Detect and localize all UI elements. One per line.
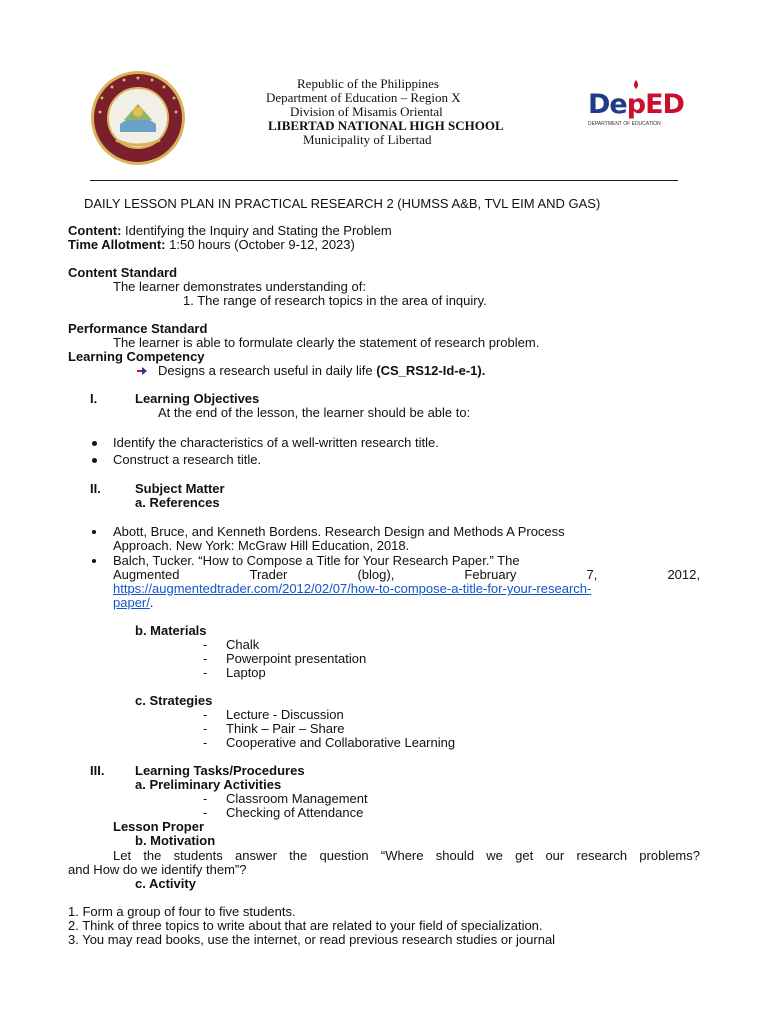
header-department: Department of Education – Region X: [266, 90, 461, 105]
word: get: [515, 848, 534, 863]
word: we: [486, 848, 503, 863]
torch-icon: [629, 80, 643, 96]
word: should: [435, 848, 475, 863]
strategy-item: Think – Pair – Share: [226, 721, 345, 736]
deped-logo-subtext: DEPARTMENT OF EDUCATION: [588, 121, 661, 127]
content-value: Identifying the Inquiry and Stating the Problem: [121, 223, 392, 238]
word: Trader: [249, 567, 288, 582]
motivation-heading: b. Motivation: [135, 833, 216, 848]
material-item: Powerpoint presentation: [226, 651, 367, 666]
material-item: Laptop: [226, 665, 266, 680]
arrow-bullet-icon: [136, 366, 148, 376]
word: the: [143, 848, 162, 863]
word: question: [319, 848, 369, 863]
content-standard-heading: Content Standard: [68, 265, 178, 280]
activity-step: 1. Form a group of four to five students.: [68, 904, 296, 919]
competency-description: Designs a research useful in daily life: [158, 363, 377, 378]
reference-period: .: [149, 595, 154, 610]
bullet-dot: [92, 559, 96, 563]
reference-1-line1: Abott, Bruce, and Kenneth Bordens. Research Design and Methods A Process: [113, 524, 565, 539]
dash-marker: -: [203, 707, 208, 722]
competency-code: (CS_RS12-Id-e-1).: [376, 363, 486, 378]
strategy-item: Cooperative and Collaborative Learning: [226, 735, 456, 750]
content-standard-text: The learner demonstrates understanding of:: [113, 279, 366, 294]
dash-marker: -: [203, 805, 208, 820]
word: February: [464, 567, 517, 582]
word: students: [173, 848, 223, 863]
activity-heading: c. Activity: [135, 876, 196, 891]
bullet-dot: [92, 458, 97, 463]
header-division: Division of Misamis Oriental: [290, 104, 443, 119]
section2-number: II.: [90, 481, 101, 496]
reference-2-line2: [113, 568, 700, 582]
content-label: Content:: [68, 223, 122, 238]
header-divider: [90, 180, 678, 181]
section3-heading: Learning Tasks/Procedures: [135, 763, 305, 778]
reference-link[interactable]: https://augmentedtrader.com/2012/02/07/how-to-compose-a-title-for-your-research-: [113, 581, 592, 596]
preliminary-heading: a. Preliminary Activities: [135, 777, 282, 792]
bullet-dot: [92, 530, 96, 534]
word: Augmented: [113, 567, 180, 582]
section2-heading: Subject Matter: [135, 481, 225, 496]
header-republic: Republic of the Philippines: [297, 76, 439, 91]
word: Let: [113, 848, 132, 863]
header-municipality: Municipality of Libertad: [303, 132, 432, 147]
word: research: [576, 848, 628, 863]
word: problems?: [639, 848, 700, 863]
word: our: [545, 848, 565, 863]
section1-heading: Learning Objectives: [135, 391, 260, 406]
section3-number: III.: [90, 763, 105, 778]
school-seal-logo: [90, 70, 186, 166]
learning-competency-heading: Learning Competency: [68, 349, 205, 364]
time-allotment-line: [68, 238, 355, 252]
dash-marker: -: [203, 665, 208, 680]
dash-marker: -: [203, 721, 208, 736]
reference-2-line1: Balch, Tucker. “How to Compose a Title for Your Research Paper.” The: [113, 553, 520, 568]
word: 7,: [586, 567, 598, 582]
performance-standard-heading: Performance Standard: [68, 321, 208, 336]
deped-logo: DepED DEPARTMENT OF EDUCATION: [588, 88, 688, 132]
bullet-dot: [92, 441, 97, 446]
dash-marker: -: [203, 651, 208, 666]
dash-marker: -: [203, 791, 208, 806]
section1-intro: At the end of the lesson, the learner should be able to:: [158, 405, 471, 420]
motivation-line1: [113, 849, 700, 863]
dash-marker: -: [203, 735, 208, 750]
word: the: [289, 848, 308, 863]
preliminary-item: Classroom Management: [226, 791, 368, 806]
word: 2012,: [667, 567, 700, 582]
header-school-name: LIBERTAD NATIONAL HIGH SCHOOL: [268, 118, 504, 133]
learning-competency-text: [158, 364, 485, 378]
objective-item: Identify the characteristics of a well-written research title.: [113, 435, 439, 450]
lesson-proper-heading: Lesson Proper: [113, 819, 205, 834]
dash-marker: -: [203, 637, 208, 652]
activity-step: 2. Think of three topics to write about that are related to your field of specialization.: [68, 918, 543, 933]
preliminary-item: Checking of Attendance: [226, 805, 364, 820]
materials-heading: b. Materials: [135, 623, 207, 638]
activity-step: 3. You may read books, use the internet, or read previous research studies or journal: [68, 932, 556, 947]
references-heading: a. References: [135, 495, 220, 510]
content-line: [68, 224, 392, 238]
objective-item: Construct a research title.: [113, 452, 262, 467]
time-value: 1:50 hours (October 9-12, 2023): [165, 237, 355, 252]
performance-standard-text: The learner is able to formulate clearly the statement of research problem.: [113, 335, 540, 350]
document-title: DAILY LESSON PLAN IN PRACTICAL RESEARCH 2 (HUMSS A&B, TVL EIM AND GAS): [84, 196, 601, 211]
strategies-heading: c. Strategies: [135, 693, 213, 708]
material-item: Chalk: [226, 637, 260, 652]
reference-1-line2: Approach. New York: McGraw Hill Education, 2018.: [113, 538, 410, 553]
time-label: Time Allotment:: [68, 237, 166, 252]
section1-number: I.: [90, 391, 98, 406]
word: “Where: [380, 848, 424, 863]
reference-link-continued[interactable]: paper/: [113, 595, 150, 610]
reference-2-link-line1[interactable]: [113, 582, 591, 596]
word: answer: [235, 848, 277, 863]
word: (blog),: [357, 567, 395, 582]
reference-2-link-line2[interactable]: [113, 596, 154, 610]
strategy-item: Lecture - Discussion: [226, 707, 344, 722]
content-standard-item: 1. The range of research topics in the area of inquiry.: [183, 293, 487, 308]
motivation-line2: and How do we identify them”?: [68, 862, 247, 877]
